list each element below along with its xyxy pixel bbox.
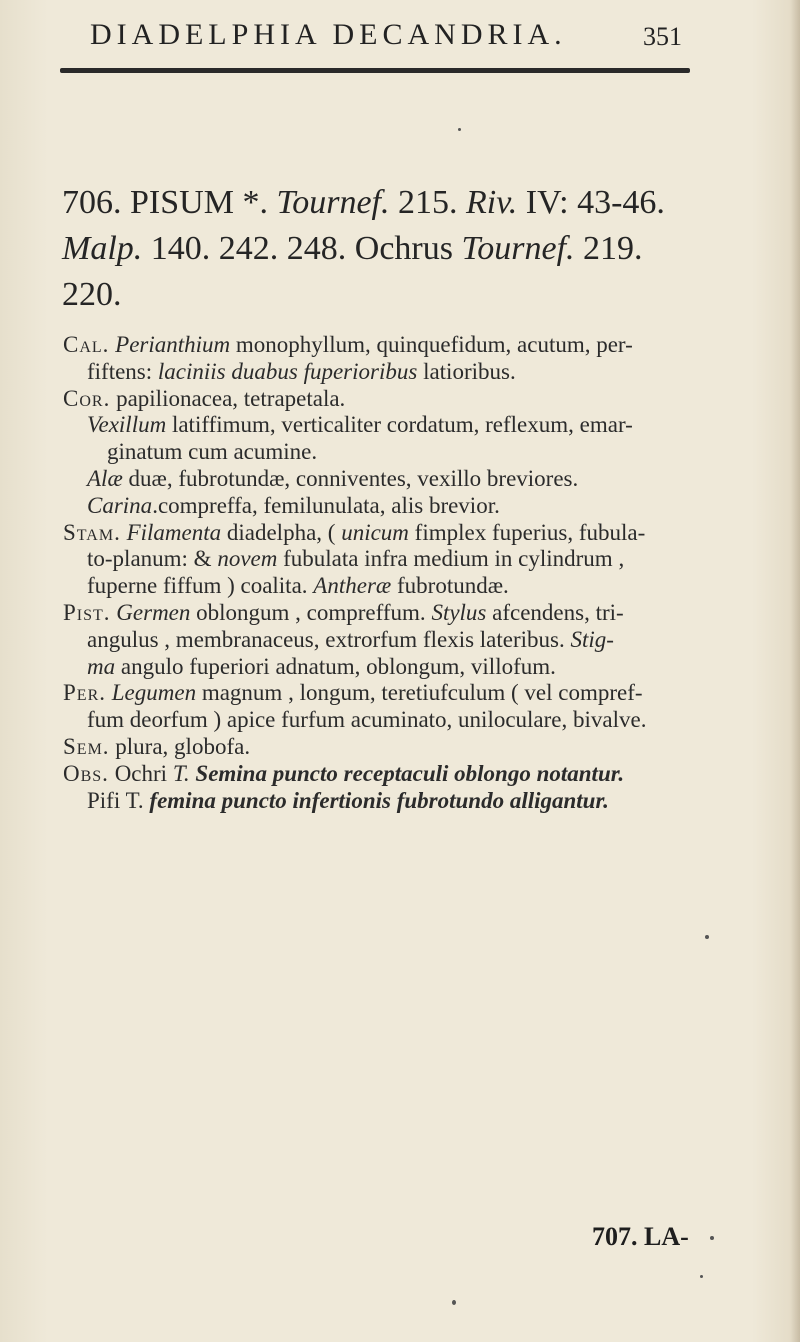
- per-line-2: [63, 707, 763, 734]
- cor-text: papilionacea, tetrapetala.: [116, 385, 346, 411]
- cal-label: Cal.: [63, 332, 110, 357]
- obs-text-1c: Semina puncto receptaculi oblongo notantur.: [195, 760, 625, 786]
- alae-term: Alæ: [87, 465, 123, 491]
- synonym-ochrus: Ochrus: [354, 230, 453, 267]
- cal-text-1: monophyllum, quinquefidum, acutum, per-: [235, 332, 633, 357]
- alae-text: duæ, fubrotundæ, conniventes, vexillo breviores.: [128, 465, 579, 491]
- obs-text-2b: T.: [125, 787, 144, 813]
- vexillum-line-2: [63, 439, 763, 466]
- stam-text-1b: fimplex fuperius, fubula-: [414, 519, 646, 545]
- paper-speck: [710, 1236, 714, 1240]
- page-edge-shadow: [790, 0, 800, 1342]
- ref-tournef-page: 215.: [398, 184, 458, 221]
- stam-text-3b: fubrotundæ.: [397, 573, 509, 599]
- stam-term: Filamenta: [126, 519, 222, 545]
- carina-line: [63, 493, 763, 520]
- stam-line-1: [63, 520, 763, 547]
- stam-label: Stam.: [63, 519, 121, 545]
- page-number: 351: [643, 22, 682, 51]
- carina-term: Carina: [87, 492, 153, 518]
- stam-term-2: unicum: [341, 519, 409, 545]
- per-line-1: [63, 680, 763, 707]
- entry-number: 706.: [62, 184, 122, 221]
- description-block: [63, 332, 763, 814]
- obs-line-1: [63, 761, 763, 788]
- entry-title-line-1: [62, 180, 762, 226]
- ref-tournef-2: Tournef.: [461, 230, 575, 267]
- obs-text-1a: Ochri: [114, 760, 168, 786]
- vexillum-text-1: latiffimum, verticaliter cordatum, reflexum, emar-: [171, 412, 633, 438]
- obs-text-2c: femina puncto infertionis fubrotundo alligantur.: [149, 787, 609, 813]
- per-label: Per.: [63, 680, 106, 706]
- ref-tournef: Tournef.: [276, 184, 390, 221]
- ref-malp-pages: 140. 242. 248.: [150, 230, 347, 267]
- pist-term-3: Stig-: [570, 626, 614, 652]
- asterisk-mark: *.: [242, 184, 268, 221]
- paper-speck: [458, 128, 461, 131]
- cal-line-2: [63, 359, 763, 386]
- ref-riv-page: IV: 43-46.: [525, 184, 665, 221]
- entry-title-line-3: 220.: [62, 276, 122, 313]
- paper-speck: [452, 1300, 456, 1305]
- ref-malp: Malp.: [62, 230, 143, 267]
- cor-line-1: [63, 386, 763, 413]
- pist-text-1b: afcendens, tri-: [492, 599, 624, 625]
- vexillum-line-1: [63, 412, 763, 439]
- stam-text-3a: fuperne fiffum ) coalita.: [87, 573, 308, 599]
- alae-line: [63, 466, 763, 493]
- sem-label: Sem.: [63, 733, 110, 759]
- obs-text-1b: T.: [172, 760, 190, 786]
- stam-text-2b: fubulata infra medium in cylindrum ,: [283, 546, 625, 572]
- obs-text-2a: Pifi: [87, 787, 121, 813]
- pist-line-3: [63, 654, 763, 681]
- cal-text-2b: latioribus.: [423, 358, 516, 384]
- cal-term: Perianthium: [115, 332, 231, 357]
- stam-line-2: [63, 546, 763, 573]
- pist-line-1: [63, 600, 763, 627]
- paper-speck: [705, 935, 709, 939]
- running-head: DIADELPHIA DECANDRIA.: [90, 18, 567, 51]
- pist-text-1a: oblongum , compreffum.: [196, 599, 426, 625]
- stam-line-3: [63, 573, 763, 600]
- catchword: 707. LA-: [592, 1222, 689, 1251]
- carina-text: .compreffa, femilunulata, alis brevior.: [152, 492, 500, 518]
- entry-title-line-2: [62, 226, 762, 272]
- cal-text-2a: fiftens:: [87, 358, 153, 384]
- vexillum-term: Vexillum: [87, 412, 167, 438]
- stam-text-1a: diadelpha, (: [226, 519, 336, 545]
- pist-term: Germen: [116, 599, 191, 625]
- obs-label: Obs.: [63, 760, 109, 786]
- cor-label: Cor.: [63, 385, 111, 411]
- pist-text-2a: angulus , membranaceus, extrorfum flexis lateribus.: [87, 626, 565, 652]
- paper-speck: [700, 1275, 703, 1278]
- per-text-1: magnum , longum, teretiufculum ( vel compref-: [201, 680, 643, 706]
- obs-line-2: [63, 788, 763, 815]
- stam-text-2a: to-planum: &: [87, 546, 212, 572]
- ref-tournef-2-page: 219.: [583, 230, 643, 267]
- pist-line-2: [63, 627, 763, 654]
- stam-term-3: novem: [217, 546, 278, 572]
- cal-line-1: [63, 332, 763, 359]
- cal-term-2: laciniis duabus fuperioribus: [157, 358, 418, 384]
- entry-title: [62, 180, 762, 318]
- per-term: Legumen: [111, 680, 197, 706]
- stam-term-4: Antheræ: [313, 573, 392, 599]
- header-rule: [60, 68, 690, 73]
- sem-line: [63, 734, 763, 761]
- sem-text: plura, globofa.: [115, 733, 251, 759]
- pist-label: Pist.: [63, 599, 111, 625]
- ref-riv: Riv.: [466, 184, 518, 221]
- pist-term-3b: ma: [87, 653, 116, 679]
- pist-term-2: Stylus: [431, 599, 487, 625]
- per-text-2: fum deorfum ) apice furfum acuminato, uniloculare, bivalve.: [87, 707, 647, 733]
- genus-name: PISUM: [130, 184, 234, 221]
- pist-text-3: angulo fuperiori adnatum, oblongum, villofum.: [120, 653, 556, 679]
- vexillum-text-2: ginatum cum acumine.: [107, 439, 318, 465]
